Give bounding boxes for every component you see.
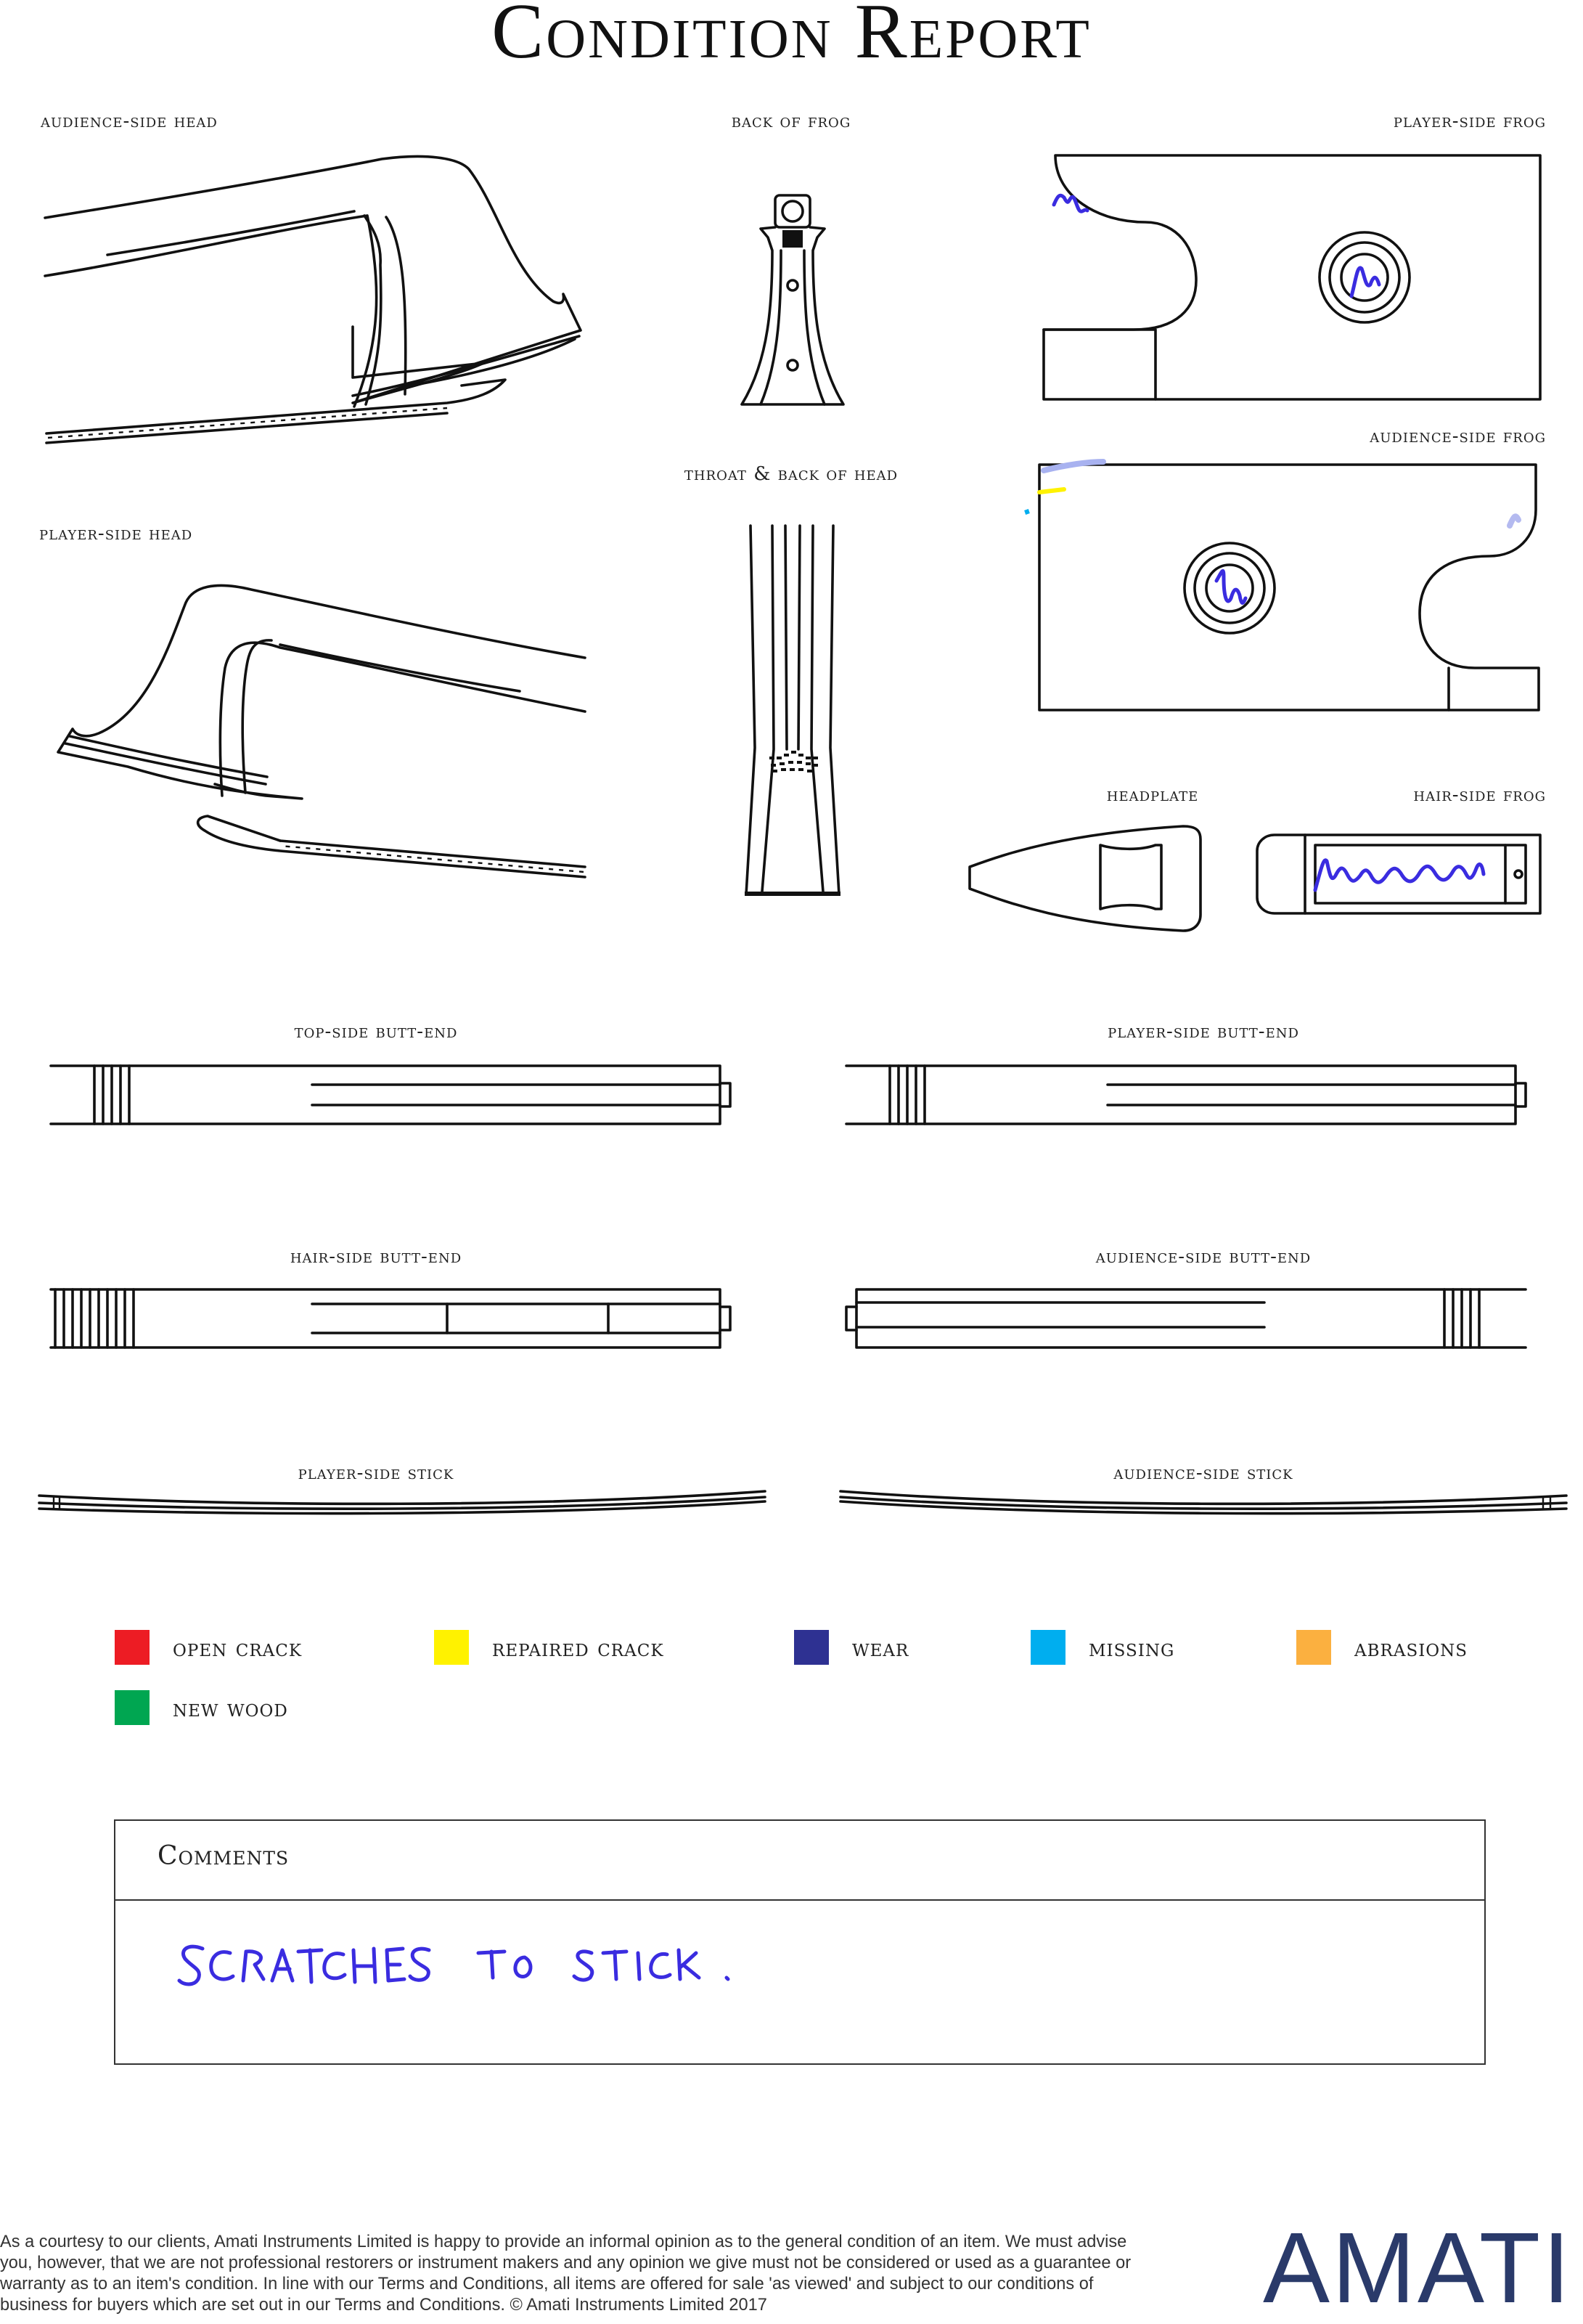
- label-player-side-head: player-side head: [39, 523, 193, 545]
- label-audience-side-head: audience-side head: [41, 110, 218, 132]
- page-title: Condition Report: [491, 0, 1092, 75]
- legend-item-wear: [794, 1630, 909, 1665]
- label-back-of-frog: back of frog: [731, 110, 851, 132]
- legend-label: missing: [1089, 1633, 1175, 1662]
- label-audience-side-frog: audience-side frog: [1370, 425, 1546, 447]
- legend-swatch-new-wood: [115, 1690, 150, 1725]
- label-audience-side-butt-end: audience-side butt-end: [1095, 1246, 1312, 1268]
- back-of-frog-drawing[interactable]: [739, 192, 846, 410]
- comments-header: [115, 1821, 1484, 1901]
- label-audience-side-stick: audience-side stick: [1113, 1462, 1293, 1484]
- headplate-drawing[interactable]: [965, 823, 1212, 934]
- legend-item-missing: [1031, 1630, 1174, 1665]
- legend-label: repaired crack: [492, 1633, 664, 1662]
- audience-side-stick-drawing[interactable]: [838, 1485, 1571, 1522]
- label-headplate: headplate: [1106, 784, 1199, 806]
- label-player-side-frog: player-side frog: [1393, 110, 1546, 132]
- hair-side-butt-end-drawing[interactable]: [48, 1287, 735, 1352]
- player-side-butt-end-drawing[interactable]: [843, 1063, 1530, 1128]
- legend-label: wear: [852, 1633, 909, 1662]
- legend-swatch-open-crack: [115, 1630, 150, 1665]
- label-player-side-stick: player-side stick: [298, 1462, 454, 1484]
- legend-swatch-missing: [1031, 1630, 1065, 1665]
- legend-swatch-abrasions: [1296, 1630, 1331, 1665]
- player-side-frog-drawing[interactable]: [1039, 152, 1547, 403]
- comments-handwriting: [173, 1937, 827, 2002]
- disclaimer-text: As a courtesy to our clients, Amati Instruments Limited is happy to provide an informal opinion as to the general condition of an item. We must advise you, however, that we are not professional restorers or instrument makers and any opinion we give must not be considered or used as a guarantee or warranty as to an item's condition. In line with our Terms and Conditions, all items are offered for sale 'as viewed' and subject to our conditions of business for buyers which are set out in our Terms and Conditions. © Amati Instruments Limited 2017: [0, 2233, 1132, 2315]
- label-top-side-butt-end: top-side butt-end: [294, 1021, 458, 1043]
- label-hair-side-frog: hair-side frog: [1413, 784, 1546, 806]
- comments-box[interactable]: [114, 1819, 1486, 2065]
- hair-side-frog-drawing[interactable]: [1254, 832, 1545, 918]
- player-side-stick-drawing[interactable]: [36, 1485, 769, 1522]
- legend-item-open-crack: [115, 1630, 302, 1665]
- legend-item-new-wood: [115, 1690, 288, 1725]
- legend-swatch-wear: [794, 1630, 829, 1665]
- label-player-side-butt-end: player-side butt-end: [1108, 1021, 1299, 1043]
- legend-label: open crack: [173, 1633, 303, 1662]
- audience-side-butt-end-drawing[interactable]: [842, 1287, 1529, 1352]
- amati-logo: AMATI: [1263, 2212, 1573, 2324]
- legend-label: abrasions: [1354, 1633, 1468, 1662]
- legend-item-abrasions: [1296, 1630, 1468, 1665]
- top-side-butt-end-drawing[interactable]: [48, 1063, 735, 1128]
- label-hair-side-butt-end: hair-side butt-end: [290, 1246, 462, 1268]
- legend-label: new wood: [173, 1693, 288, 1722]
- comments-label: Comments: [158, 1841, 290, 1871]
- legend-swatch-repaired-crack: [434, 1630, 469, 1665]
- audience-side-frog-drawing[interactable]: [1031, 457, 1553, 715]
- audience-side-head-drawing[interactable]: [41, 149, 592, 454]
- throat-back-of-head-drawing[interactable]: [739, 523, 846, 900]
- label-throat-back-of-head: throat & back of head: [684, 463, 899, 485]
- legend-item-repaired-crack: [434, 1630, 664, 1665]
- player-side-head-drawing[interactable]: [41, 566, 592, 893]
